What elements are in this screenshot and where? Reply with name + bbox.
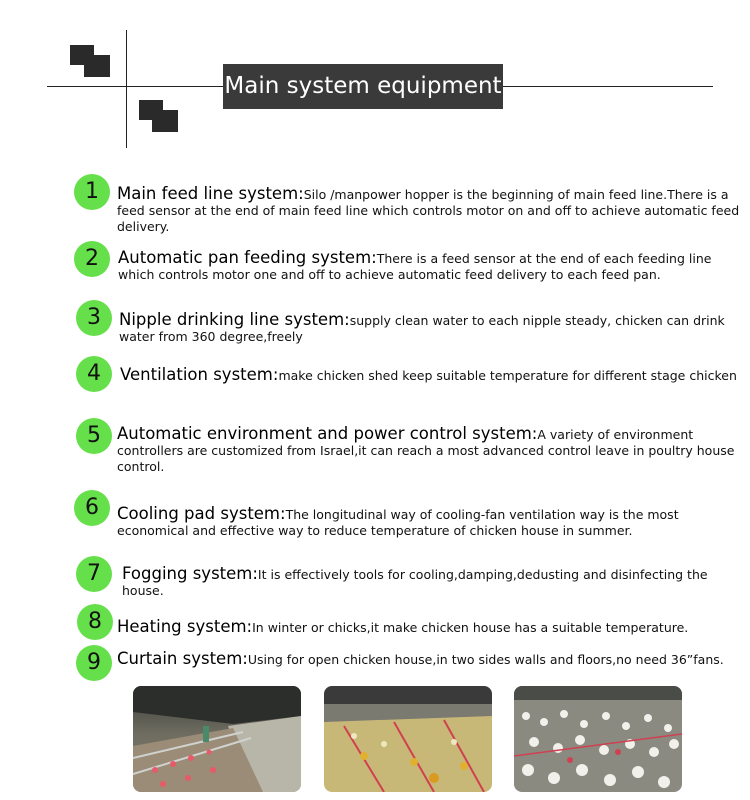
header-rule-right	[503, 86, 713, 87]
item-description: It is effectively tools for cooling,damping,dedusting and disinfecting the house.	[122, 567, 708, 598]
item-text	[120, 367, 745, 384]
item-description: A variety of environment controllers are customized from Israel,it can reach a most advanced control leave in poultry house control.	[117, 427, 735, 474]
header-rule-vertical	[126, 30, 127, 148]
item-heading: Curtain system:	[117, 649, 248, 668]
item-description: Silo /manpower hopper is the beginning of main feed line.There is a feed sensor at the end of main feed line which controls motor on and off to achieve automatic feed delivery.	[117, 187, 740, 234]
item-text	[117, 186, 742, 235]
number-badge: 5	[76, 418, 112, 454]
item-heading: Cooling pad system:	[117, 504, 286, 523]
item-heading: Automatic pan feeding system:	[118, 248, 377, 267]
number-badge: 4	[76, 356, 112, 392]
number-badge: 2	[74, 241, 110, 277]
item-heading: Nipple drinking line system:	[119, 310, 350, 329]
item-text	[117, 619, 742, 636]
number-badge: 6	[74, 490, 110, 526]
item-description: Using for open chicken house,in two sides walls and floors,no need 36”fans.	[247, 652, 724, 667]
item-text	[117, 506, 742, 539]
item-description: In winter or chicks,it make chicken house has a suitable temperature.	[252, 620, 689, 635]
decor-square-top-front	[84, 55, 110, 77]
number-badge: 3	[76, 300, 112, 336]
decor-square-bottom-front	[152, 110, 178, 132]
item-text	[119, 312, 744, 345]
item-description: supply clean water to each nipple steady, chicken can drink water from 360 degree,freely	[119, 313, 725, 344]
item-text	[122, 566, 747, 599]
number-badge: 8	[77, 604, 113, 640]
item-description: The longitudinal way of cooling-fan ventilation way is the most economical and effective way to reduce temperature of chicken house in summer.	[117, 507, 679, 538]
header-rule-left	[47, 86, 223, 87]
number-badge: 7	[76, 556, 112, 592]
item-description: make chicken shed keep suitable temperature for different stage chicken	[278, 368, 737, 383]
item-heading: Heating system:	[117, 617, 253, 636]
item-heading: Fogging system:	[122, 564, 258, 583]
number-badge: 9	[76, 645, 112, 681]
item-description: There is a feed sensor at the end of each feeding line which controls motor one and off to achieve automatic feed delivery to each feed pan.	[118, 251, 712, 282]
photo-grown-chickens	[514, 686, 682, 792]
item-text	[117, 426, 742, 475]
item-text	[117, 651, 742, 668]
item-heading: Automatic environment and power control system:	[117, 424, 538, 443]
item-text	[118, 250, 743, 283]
item-heading: Ventilation system:	[120, 365, 279, 384]
photo-chicks-on-floor	[324, 686, 492, 792]
photo-chicken-house-interior	[133, 686, 301, 792]
item-heading: Main feed line system:	[117, 184, 304, 203]
page-title: Main system equipment	[223, 64, 503, 109]
number-badge: 1	[74, 174, 110, 210]
